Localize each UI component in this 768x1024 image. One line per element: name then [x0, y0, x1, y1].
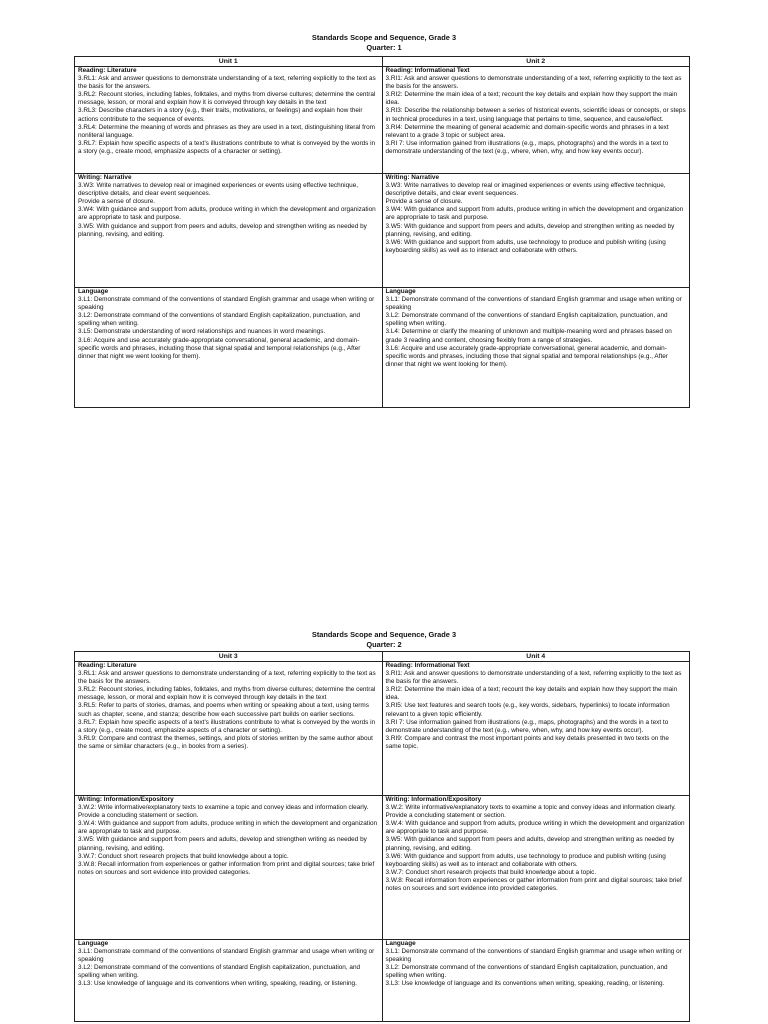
- standard-item: 3.RL5: Refer to parts of stories, dramas, and poems when writing or speaking about a text, using terms such as chapter, scene, and stanza; describe how each successive part builds on earlier sections.: [78, 702, 369, 718]
- section-heading: Reading: Literature: [78, 662, 137, 669]
- unit-3-language-cell: [75, 940, 383, 1022]
- standard-item: 3.RI5: Use text features and search tools (e.g., key words, sidebars, hyperlinks) to locate information relevant to a given topic efficiently.: [385, 702, 670, 718]
- standard-item: 3.W.7: Conduct short research projects that build knowledge about a topic.: [78, 852, 289, 860]
- standard-item: 3.W.2: Write informative/explanatory texts to examine a topic and convey ideas and information clearly.: [78, 804, 369, 812]
- page-1-quarter: Quarter: 1: [366, 43, 402, 52]
- standard-item: 3.W4: With guidance and support from adults, produce writing in which the development and organization are appropriate to task and purpose.: [385, 206, 684, 222]
- unit-2-writing-cell: [382, 174, 690, 288]
- unit-1-writing-cell: [75, 174, 383, 288]
- standard-item: 3.L6: Acquire and use accurately grade-appropriate conversational, general academic, and domain-specific words and phrases, including those that signal spatial and temporal relationships (e.g., After dinner that night we went looking for them).: [78, 336, 361, 360]
- section-heading: Language: [385, 288, 416, 295]
- standard-item: 3.RL1: Ask and answer questions to demonstrate understanding of a text, referring explicitly to the text as the basis for the answers.: [78, 670, 376, 686]
- reading-row: [75, 662, 690, 796]
- section-heading: Reading: Literature: [78, 67, 137, 74]
- standard-item: 3.W5: With guidance and support from peers and adults, develop and strengthen writing as needed by planning, revising, and editing.: [385, 222, 675, 238]
- section-heading: Writing: Narrative: [78, 174, 132, 181]
- unit-3-writing-cell: [75, 796, 383, 940]
- standard-item: 3.L2: Demonstrate command of the conventions of standard English capitalization, punctuation, and spelling when writing.: [78, 964, 361, 980]
- standard-item: 3.RI1: Ask and answer questions to demonstrate understanding of a text, referring explicitly to the text as the basis for the answers.: [385, 75, 682, 91]
- unit-4-reading-cell: [382, 662, 690, 796]
- standard-item: 3.W3: Write narratives to develop real or imagined experiences or events using effective technique, descriptive details, and clear event sequences.: [385, 182, 666, 198]
- standard-item: 3.RL7: Explain how specific aspects of a text's illustrations contribute to what is conveyed by the words in a story (e.g., create mood, emphasize aspects of a character or setting).: [78, 718, 376, 734]
- standard-item: 3.W6: With guidance and support from adults, use technology to produce and publish writing (using keyboarding skills) as well as to interact and collaborate with others.: [385, 852, 666, 868]
- section-heading: Language: [78, 940, 109, 947]
- unit-2-reading-cell: [382, 67, 690, 174]
- standard-item: 3.L1: Demonstrate command of the conventions of standard English grammar and usage when writing or speaking: [78, 296, 375, 312]
- section-heading: Writing: Information/Expository: [385, 796, 482, 803]
- standard-item: 3.W.4: With guidance and support from adults, produce writing in which the development and organization are appropriate to task and purpose.: [78, 820, 378, 836]
- table-header-row: [75, 652, 690, 662]
- section-heading: Writing: Information/Expository: [78, 796, 174, 803]
- standard-item: 3.L1: Demonstrate command of the conventions of standard English grammar and usage when writing or speaking: [78, 948, 375, 964]
- section-heading: Language: [78, 288, 109, 295]
- standard-item: 3.L6: Acquire and use accurately grade-appropriate conversational, general academic, and domain-specific words and phrases, including those that signal spatial and temporal relationships (e.g., After dinner that night we went looking for them).: [385, 344, 668, 368]
- unit-2-language-cell: [382, 288, 690, 408]
- page-2-title: Standards Scope and Sequence, Grade 3: [311, 630, 457, 639]
- standard-item: 3.W.2: Write informative/explanatory texts to examine a topic and convey ideas and information clearly.: [385, 804, 676, 812]
- writing-row: [75, 796, 690, 940]
- standard-item: 3.W.8: Recall information from experiences or gather information from print and digital sources; take brief notes on sources and sort evidence into provided categories.: [385, 876, 682, 893]
- standard-item: 3.L5: Demonstrate understanding of word relationships and nuances in word meanings.: [78, 328, 326, 336]
- section-heading: Reading: Informational Text: [385, 67, 470, 74]
- unit-4-header: Unit 4: [382, 652, 690, 662]
- standard-item: 3.W.4: With guidance and support from adults, produce writing in which the development and organization are appropriate to task and purpose.: [385, 820, 685, 836]
- standard-item: 3.W5: With guidance and support from peers and adults, develop and strengthen writing as needed by planning, revising, and editing.: [78, 836, 367, 852]
- standard-item: 3.RI1: Ask and answer questions to demonstrate understanding of a text, referring explicitly to the text as the basis for the answers.: [385, 670, 682, 686]
- unit-3-reading-cell: [75, 662, 383, 796]
- standard-item: 3.L1: Demonstrate command of the conventions of standard English grammar and usage when writing or speaking: [385, 296, 682, 312]
- standard-item: 3.W4: With guidance and support from adults, produce writing in which the development and organization are appropriate to task and purpose.: [78, 206, 376, 222]
- standard-item: 3.W6: With guidance and support from adults, use technology to produce and publish writing (using keyboarding skills) as well as to interact and collaborate with others.: [385, 238, 666, 254]
- standard-item: 3.RL4: Determine the meaning of words and phrases as they are used in a text, distinguishing literal from nonliteral language.: [78, 123, 375, 139]
- page-2-quarter: Quarter: 2: [366, 640, 402, 649]
- standard-item: 3.L2: Demonstrate command of the conventions of standard English capitalization, punctuation, and spelling when writing.: [78, 312, 361, 328]
- unit-2-header: Unit 2: [382, 57, 690, 67]
- standard-item: 3.RL1: Ask and answer questions to demonstrate understanding of a text, referring explicitly to the text as the basis for the answers.: [78, 75, 376, 91]
- page-2-standards-table: [74, 651, 690, 1022]
- standard-item: 3.L2: Demonstrate command of the conventions of standard English capitalization, punctuation, and spelling when writing.: [385, 964, 668, 980]
- standard-item: 3.W3: Write narratives to develop real or imagined experiences or events using effective technique, descriptive details, and clear event sequences.: [78, 182, 359, 198]
- standard-item: 3.L2: Demonstrate command of the conventions of standard English capitalization, punctuation, and spelling when writing.: [385, 312, 668, 328]
- standard-item: 3.L3: Use knowledge of language and its conventions when writing, speaking, reading, or listening.: [385, 980, 665, 988]
- standard-item: 3.W5: With guidance and support from peers and adults, develop and strengthen writing as needed by planning, revising, and editing.: [78, 222, 367, 238]
- standard-item: 3.RL2: Recount stories, including fables, folktales, and myths from diverse cultures; determine the central message, lesson, or moral and explain how it is conveyed through key details in the text: [78, 686, 376, 702]
- standard-item: 3.RL2: Recount stories, including fables, folktales, and myths from diverse cultures; determine the central message, lesson, or moral and explain how it is conveyed through key details in the text: [78, 91, 376, 107]
- standard-item: 3.RI9: Compare and contrast the most important points and key details presented in two texts on the same topic.: [385, 734, 669, 750]
- standard-item: 3.RI 7: Use information gained from illustrations (e.g., maps, photographs) and the words in a text to demonstrate understanding of the text (e.g., where, when, why, and how key events occur).: [385, 139, 669, 155]
- standard-item: 3.RL3: Describe characters in a story (e.g., their traits, motivations, or feelings) and explain how their actions contribute to the sequence of events.: [78, 107, 363, 123]
- unit-3-header: Unit 3: [75, 652, 383, 662]
- unit-4-language-cell: [382, 940, 690, 1022]
- standard-item: 3.RL7: Explain how specific aspects of a text's illustrations contribute to what is conveyed by the words in a story (e.g., create mood, emphasize aspects of a character or setting).: [78, 139, 376, 155]
- standard-item: Provide a concluding statement or section.: [78, 812, 199, 820]
- unit-1-language-cell: [75, 288, 383, 408]
- page-1-standards-table: [74, 56, 690, 408]
- section-heading: Reading: Informational Text: [385, 662, 470, 669]
- reading-row: [75, 67, 690, 174]
- standard-item: 3.W.7: Conduct short research projects that build knowledge about a topic.: [385, 868, 597, 876]
- standard-item: Provide a sense of closure.: [78, 198, 156, 206]
- standard-item: 3.RI4: Determine the meaning of general academic and domain-specific words and phrases in a text relevant to a grade 3 topic or subject area.: [385, 123, 669, 139]
- unit-4-writing-cell: [382, 796, 690, 940]
- standard-item: 3.RI2: Determine the main idea of a text; recount the key details and explain how they support the main idea.: [385, 686, 678, 702]
- unit-1-reading-cell: [75, 67, 383, 174]
- language-row: [75, 288, 690, 408]
- standard-item: 3.RI2: Determine the main idea of a text; recount the key details and explain how they support the main idea.: [385, 91, 678, 107]
- unit-1-header: Unit 1: [75, 57, 383, 67]
- standard-item: 3.W5: With guidance and support from peers and adults, develop and strengthen writing as needed by planning, revising, and editing.: [385, 836, 675, 852]
- section-heading: Writing: Narrative: [385, 174, 440, 181]
- standard-item: Provide a sense of closure.: [385, 198, 463, 206]
- standard-item: Provide a concluding statement or section.: [385, 812, 506, 820]
- page-1-title: Standards Scope and Sequence, Grade 3: [311, 33, 457, 42]
- standard-item: 3.W.8: Recall information from experiences or gather information from print and digital sources; take brief notes on sources and sort evidence into provided categories.: [78, 860, 375, 876]
- section-heading: Language: [385, 940, 416, 947]
- table-header-row: [75, 57, 690, 67]
- standard-item: 3.L1: Demonstrate command of the conventions of standard English grammar and usage when writing or speaking: [385, 948, 682, 964]
- writing-row: [75, 174, 690, 288]
- standard-item: 3.L4: Determine or clarify the meaning of unknown and multiple-meaning word and phrases based on grade 3 reading and content, choosing flexibly from a range of strategies.: [385, 328, 672, 344]
- standard-item: 3.RL9: Compare and contrast the themes, settings, and plots of stories written by the same author about the same or similar characters (e.g., in books from a series).: [78, 734, 373, 750]
- standard-item: 3.RI3: Describe the relationship between a series of historical events, scientific ideas or concepts, or steps in technical procedures in a text, using language that pertains to time, sequence, and cause/effect.: [385, 107, 686, 123]
- language-row: [75, 940, 690, 1022]
- standard-item: 3.L3: Use knowledge of language and its conventions when writing, speaking, reading, or listening.: [78, 980, 357, 988]
- standard-item: 3.RI 7: Use information gained from illustrations (e.g., maps, photographs) and the words in a text to demonstrate understanding of the text (e.g., where, when, why, and how key events occur).: [385, 718, 669, 734]
